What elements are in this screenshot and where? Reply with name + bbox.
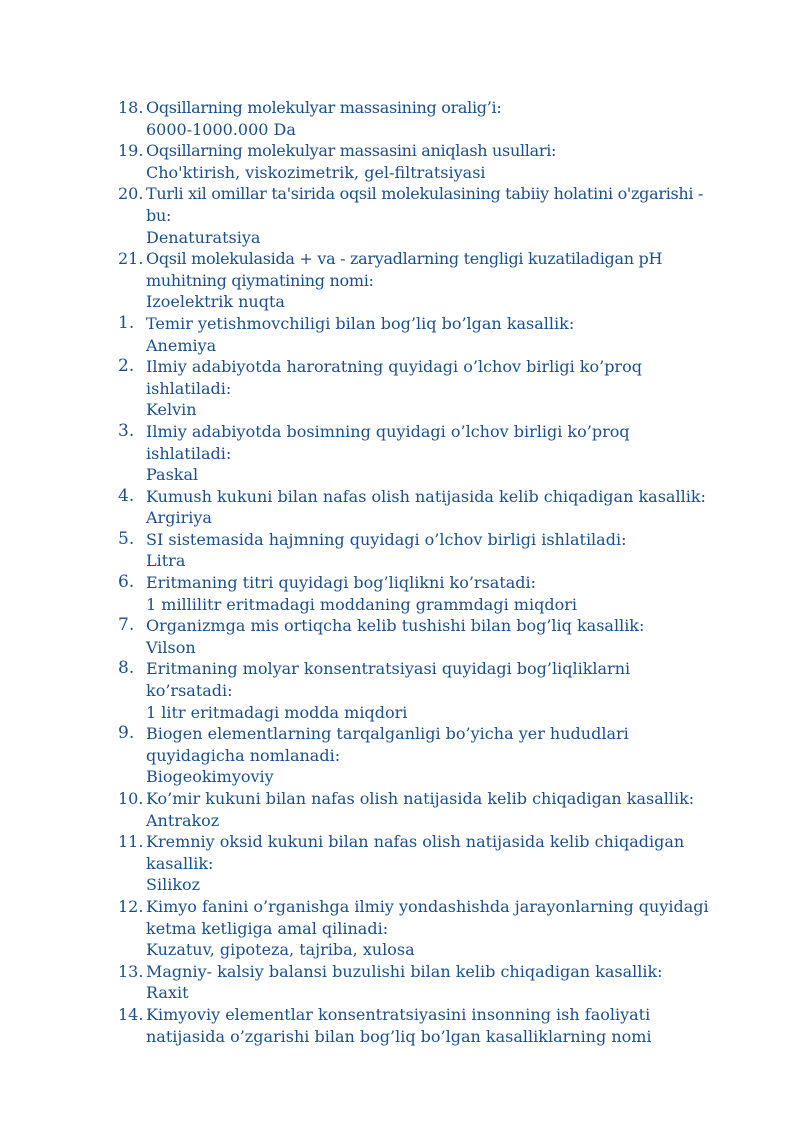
- question-text: Kimyoviy elementlar konsentratsiyasini insonning ish faoliyati natijasida o’zgarishi bilan bog’liq bo’lgan kasalliklarning nomi: [146, 1004, 652, 1046]
- item-number: 2.: [118, 356, 135, 377]
- answer-text: Izoelektrik nuqta: [146, 292, 285, 312]
- item-number: 12.: [118, 896, 144, 916]
- list-item: [118, 658, 718, 723]
- list-item: [118, 723, 718, 788]
- answer-text: Raxit: [146, 983, 189, 1003]
- answer-text: Paskal: [146, 465, 199, 485]
- answer-text: Silikoz: [146, 875, 201, 895]
- answer-text: Kuzatuv, gipoteza, tajriba, xulosa: [146, 940, 415, 960]
- list-item: [118, 313, 718, 356]
- item-number: 3.: [118, 420, 135, 441]
- item-number: 6.: [118, 572, 135, 593]
- list-item: [118, 421, 718, 486]
- item-number: 9.: [118, 723, 135, 744]
- list-item: [118, 1004, 718, 1047]
- item-number: 5.: [118, 528, 135, 549]
- question-text: Ilmiy adabiyotda bosimning quyidagi o’lchov birligi ko’proq ishlatiladi:: [146, 421, 630, 463]
- question-text: Magniy- kalsiy balansi buzulishi bilan kelib chiqadigan kasallik:: [146, 961, 663, 981]
- answer-text: Litra: [146, 551, 186, 571]
- list-item: [118, 896, 718, 961]
- item-number: 7.: [118, 615, 135, 636]
- item-number: 14.: [118, 1004, 144, 1024]
- question-text: Oqsillarning molekulyar massasining oralig’i:: [146, 98, 502, 117]
- answer-text: Biogeokimyoviy: [146, 767, 274, 787]
- question-text: SI sistemasida hajmning quyidagi o’lchov birligi ishlatiladi:: [146, 529, 627, 549]
- item-number: 8.: [118, 658, 135, 679]
- question-text: Eritmaning titri quyidagi bog’liqlikni ko’rsatadi:: [146, 573, 537, 593]
- list-item: [118, 183, 718, 248]
- question-text: Oqsillarning molekulyar massasini aniqlash usullari:: [146, 141, 557, 161]
- list-item: [118, 486, 718, 529]
- item-number: 21.: [118, 249, 144, 269]
- answer-text: 1 litr eritmadagi modda miqdori: [146, 702, 408, 722]
- item-number: 10.: [118, 789, 144, 808]
- list-item: [118, 572, 718, 615]
- answer-text: 6000-1000.000 Da: [146, 119, 296, 139]
- answer-text: Antrakoz: [146, 810, 220, 830]
- answer-text: Argiriya: [146, 508, 212, 528]
- question-text: Biogen elementlarning tarqalganligi bo’yicha yer hududlari quyidagicha nomlanadi:: [146, 724, 629, 765]
- question-text: Ko’mir kukuni bilan nafas olish natijasida kelib chiqadigan kasallik:: [146, 789, 695, 808]
- list-item: [118, 831, 718, 896]
- list-item: [118, 529, 718, 572]
- question-text: Temir yetishmovchiligi bilan bog’liq bo’lgan kasallik:: [146, 313, 575, 333]
- item-number: 13.: [118, 961, 144, 981]
- list-item: [118, 961, 718, 1004]
- list-item: [118, 356, 718, 421]
- answer-text: Kelvin: [146, 400, 197, 420]
- item-number: 18.: [118, 98, 144, 117]
- question-text: Oqsil molekulasida + va - zaryadlarning tengligi kuzatiladigan pH muhitning qiymatining nomi:: [146, 249, 663, 290]
- question-text: Ilmiy adabiyotda haroratning quyidagi o’lchov birligi ko’proq ishlatiladi:: [146, 357, 642, 398]
- list-item: [118, 615, 718, 658]
- list-item: [118, 788, 718, 831]
- item-number: 11.: [118, 832, 144, 852]
- list-item: [118, 97, 718, 140]
- list-item: [118, 248, 718, 313]
- question-answer-list: [118, 97, 718, 1047]
- question-text: Kimyo fanini o’rganishga ilmiy yondashishda jarayonlarning quyidagi ketma ketligiga amal qilinadi:: [146, 896, 709, 938]
- answer-text: 1 millilitr eritmadagi moddaning grammdagi miqdori: [146, 594, 577, 614]
- item-number: 20.: [118, 184, 144, 204]
- question-text: Kremniy oksid kukuni bilan nafas olish natijasida kelib chiqadigan kasallik:: [146, 832, 685, 873]
- list-item: [118, 140, 718, 183]
- item-number: 19.: [118, 141, 144, 161]
- answer-text: Anemiya: [146, 335, 217, 355]
- question-text: Eritmaning molyar konsentratsiyasi quyidagi bog’liqliklarni ko’rsatadi:: [146, 659, 631, 701]
- question-text: Organizmga mis ortiqcha kelib tushishi bilan bog’liq kasallik:: [146, 616, 645, 636]
- answer-text: Cho'ktirish, viskozimetrik, gel-filtratsiyasi: [146, 162, 486, 182]
- answer-text: Denaturatsiya: [146, 227, 261, 247]
- answer-text: Vilson: [146, 637, 196, 657]
- item-number: 1.: [118, 312, 135, 333]
- item-number: 4.: [118, 485, 135, 506]
- question-text: Kumush kukuni bilan nafas olish natijasida kelib chiqadigan kasallik:: [146, 486, 706, 506]
- question-text: Turli xil omillar ta'sirida oqsil molekulasining tabiiy holatini o'zgarishi - bu:: [146, 184, 704, 225]
